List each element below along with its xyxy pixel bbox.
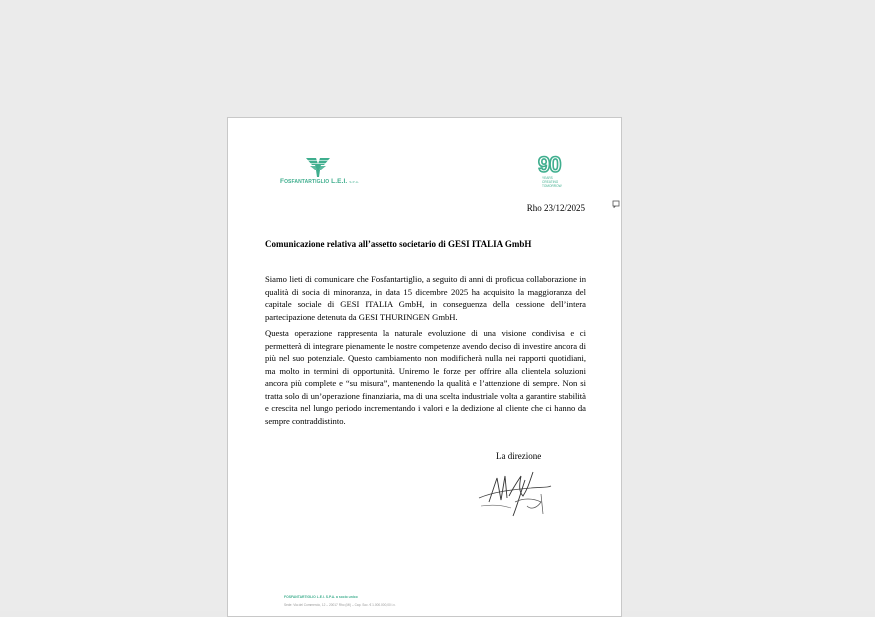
document-page bbox=[227, 117, 622, 617]
anniversary-number: 90 bbox=[538, 152, 561, 177]
letter-body bbox=[265, 273, 586, 431]
company-name: Fosfantartiglio L.E.I. s.p.a. bbox=[280, 178, 360, 185]
eagle-logo-icon bbox=[304, 156, 332, 178]
footer-company: FOSFANTARTIGLIO L.E.I. S.P.A. a socio unico bbox=[284, 595, 358, 599]
company-logo bbox=[280, 156, 360, 190]
paragraph: Questa operazione rappresenta la naturale evoluzione di una visione condivisa e ci permetterà di integrare pienamente le nostre competenze avendo deciso di investire ancora di più nel suo potenziale. Questo cambiamento non modificherà nulla nei rapporti quotidiani, ma molto in termini di opportunità. Uniremo le forze per offrire alla clientela soluzioni ancora più complete e “su misura”, mantenendo la qualità e l’attenzione di sempre. Non si tratta solo di un’operazione finanziaria, ma di una scelta industriale volta a garantire stabilità e crescita nel lungo periodo incrementando i valori e la dedizione al cliente che ci hanno da sempre contraddistinto. bbox=[265, 328, 586, 426]
anniversary-caption: YEARS CREATING TOMORROW bbox=[542, 176, 562, 188]
letter-date: Rho 23/12/2025 bbox=[526, 203, 585, 213]
footer-address: Sede: Via del Commercio, 12 – 20017 Rho (MI) – Cap. Soc. € 1.000.000,00 i.v. bbox=[284, 603, 396, 607]
handwritten-signature bbox=[475, 462, 555, 520]
comment-icon[interactable] bbox=[612, 200, 620, 208]
anniversary-logo bbox=[537, 152, 577, 189]
paragraph: Siamo lieti di comunicare che Fosfantartiglio, a seguito di anni di proficua collaborazione in qualità di socia di minoranza, in data 15 dicembre 2025 ha acquisito la maggioranza del capitale sociale di GESI ITALIA GmbH, in conseguenza della cessione dell’intera partecipazione detenuta da GESI THURINGEN GmbH. bbox=[265, 274, 586, 322]
letter-subject: Comunicazione relativa all’assetto societario di GESI ITALIA GmbH bbox=[265, 239, 532, 249]
company-suffix: s.p.a. bbox=[349, 179, 360, 184]
closing-text: La direzione bbox=[496, 451, 542, 461]
letter-footer bbox=[284, 595, 444, 608]
